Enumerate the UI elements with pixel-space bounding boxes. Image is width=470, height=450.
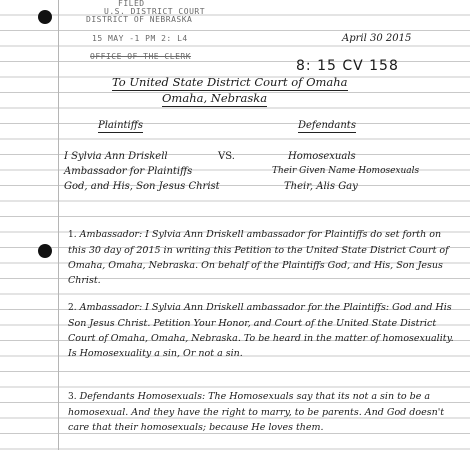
versus-label: VS. bbox=[218, 151, 235, 162]
addressee-line-2: Omaha, Nebraska bbox=[162, 91, 268, 105]
stamp-court: U.S. DISTRICT COURT bbox=[104, 7, 206, 16]
stamp-date: 15 MAY -1 PM 2: L4 bbox=[92, 34, 188, 43]
date-written: April 30 2015 bbox=[342, 33, 412, 44]
paragraph-text: Ambassador: I Sylvia Ann Driskell ambassador for the Plaintiffs: God and His Son Jesus Christ. Petition Your Honor, and Court of the United State District Court of Omaha, Omaha, Nebraska. To be heard in the matter of homosexuality. Is Homosexuality a sin, Or not a sin. bbox=[68, 302, 454, 359]
defendants-heading: Defendants bbox=[298, 120, 356, 131]
stamp-district: DISTRICT OF NEBRASKA bbox=[86, 15, 193, 24]
plaintiff-1: I Sylvia Ann Driskell bbox=[64, 151, 168, 162]
paragraph-1 bbox=[68, 227, 458, 288]
defendant-1: Homosexuals bbox=[288, 151, 356, 162]
defendant-2: Their Given Name Homosexuals bbox=[272, 166, 420, 176]
paragraph-number: 3. bbox=[68, 392, 77, 402]
paragraph-number: 2. bbox=[68, 303, 77, 313]
binder-hole bbox=[38, 244, 52, 258]
stamp-office: OFFICE OF THE CLERK bbox=[90, 52, 192, 61]
paragraph-2 bbox=[68, 300, 458, 361]
stamp-filed: FILED bbox=[118, 0, 145, 8]
margin-line bbox=[58, 0, 59, 450]
binder-hole bbox=[38, 10, 52, 24]
plaintiff-2: Ambassador for Plaintiffs bbox=[64, 166, 193, 177]
paragraph-number: 1. bbox=[68, 230, 77, 240]
plaintiffs-heading: Plaintiffs bbox=[98, 120, 143, 131]
paragraph-text: Ambassador: I Sylvia Ann Driskell ambassador for Plaintiffs do set forth on this 30 day of 2015 in writing this Petition to the United State District Court of Omaha, Omaha, Nebraska. On behalf of the Plaintiffs God, and His, Son Jesus Christ. bbox=[68, 229, 449, 286]
case-number: 8: 15 CV 158 bbox=[296, 58, 399, 74]
paragraph-text: Defendants Homosexuals: The Homosexuals say that its not a sin to be a homosexual. And they have the right to marry, to be parents. And God doesn't care that their homosexuals; because He loves them. bbox=[68, 391, 445, 433]
defendant-3: Their, Alis Gay bbox=[284, 181, 358, 192]
plaintiff-3: God, and His, Son Jesus Christ bbox=[64, 181, 220, 192]
paragraph-3 bbox=[68, 389, 458, 435]
addressee-line-1: To United State District Court of Omaha bbox=[112, 75, 348, 89]
